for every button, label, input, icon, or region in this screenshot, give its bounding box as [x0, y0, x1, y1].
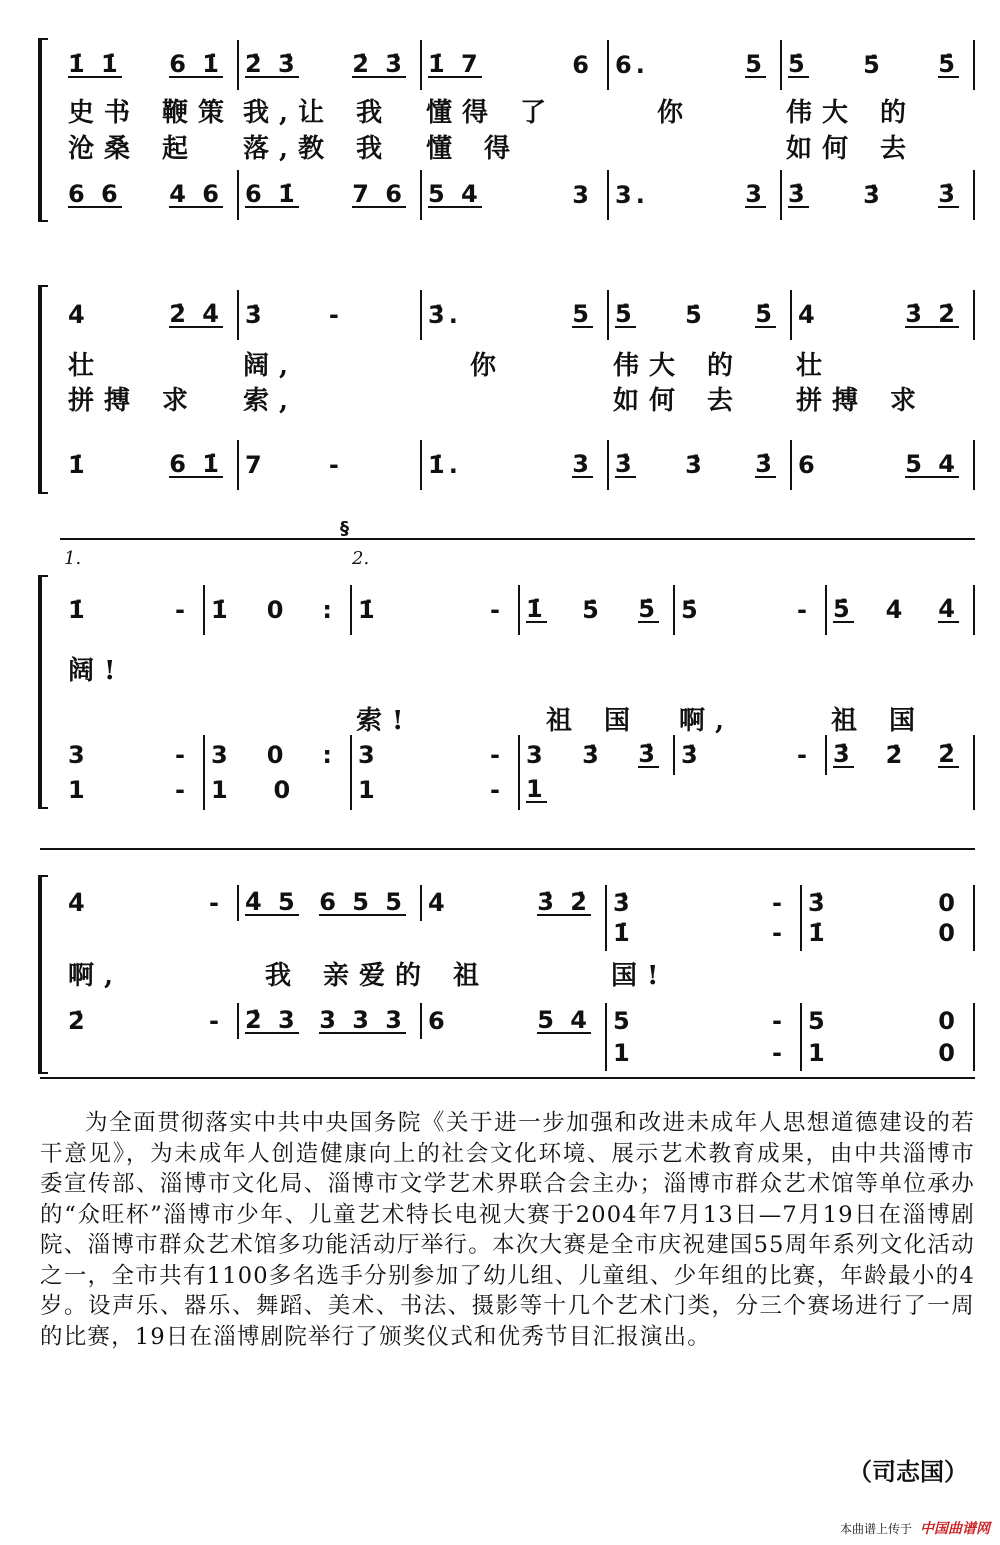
notes-line-lo: [62, 1003, 975, 1039]
note-group: 5̇: [681, 596, 702, 624]
note-group: 0: [266, 741, 288, 769]
measure-5: [673, 585, 825, 635]
measure-1: [62, 40, 237, 90]
note-group: 5̇: [833, 595, 854, 623]
measure-2: [203, 650, 350, 687]
measure-2: [237, 1035, 420, 1071]
note-group: 3: [68, 741, 89, 769]
note-group: 5: [572, 300, 593, 328]
measure-3: [420, 128, 607, 165]
measure-1: [62, 345, 237, 382]
lyrics-line-ly2: [62, 128, 975, 164]
measure-3: [350, 650, 518, 687]
divider-line: [40, 1077, 975, 1079]
note-group: 5̇: [582, 596, 603, 624]
measure-6: [825, 700, 975, 737]
measure-4: [518, 700, 673, 737]
notes-line-up: [62, 40, 975, 90]
note-group: -: [328, 301, 343, 329]
note-group: 2̇: [938, 740, 959, 768]
volta-2-label: 2.: [352, 548, 370, 569]
measure-1: [62, 955, 237, 992]
measure-2: [237, 345, 420, 382]
lyric-syllable: 去: [707, 386, 744, 416]
note-group: 1̇.: [428, 451, 462, 479]
note-group: 1: [68, 776, 89, 804]
note-group: 3̇: [788, 180, 809, 208]
note-group: 5̇: [685, 301, 706, 329]
note-group: 3̇: [755, 450, 776, 478]
note-group: -: [175, 741, 189, 769]
note-group: 5 4: [428, 180, 482, 208]
measure-1: [62, 735, 203, 775]
note-group: 6.: [615, 51, 649, 79]
measure-3: [350, 585, 518, 635]
lyric-syllable: 懂: [426, 134, 463, 164]
volta-bracket: [60, 538, 975, 569]
note-group: 3: [745, 180, 766, 208]
measure-1: [62, 585, 203, 635]
lyrics-line-ly2: [62, 380, 975, 416]
note-group: 3̇: [245, 301, 266, 329]
note-group: 3̇: [863, 181, 884, 209]
note-group: -: [772, 1039, 786, 1067]
note-group: 2̇ 4̇: [169, 300, 223, 328]
lyric-syllable: 阔,: [243, 351, 299, 381]
measure-5: [790, 290, 975, 340]
measure-3: [420, 92, 607, 129]
measure-2: [237, 170, 420, 220]
measure-3: [420, 915, 605, 951]
note-group: 2̇ 3: [245, 1006, 299, 1034]
lyric-syllable: 落,教: [243, 134, 335, 164]
note-group: 3̇: [638, 740, 659, 768]
note-group: 2̇: [68, 1007, 89, 1035]
measure-4: [607, 345, 790, 382]
measure-5: [673, 735, 825, 775]
note-group: 4 6: [169, 180, 223, 208]
system-bracket: [38, 875, 48, 1074]
measure-3: [420, 955, 605, 992]
lyric-syllable: 起: [162, 134, 199, 164]
lyric-syllable: 伟大: [613, 351, 686, 381]
measure-1: [62, 915, 237, 951]
volta-1-label: 1.: [64, 548, 82, 569]
note-group: 6 1̇: [169, 50, 223, 78]
measure-2: [237, 440, 420, 490]
note-group: 3̇.: [428, 301, 462, 329]
note-group: 0: [938, 889, 959, 917]
measure-3: [420, 345, 607, 382]
note-group: 6: [428, 1007, 449, 1035]
system-bracket: [38, 285, 48, 494]
note-group: 3̇: [833, 740, 854, 768]
notes-line-lo: [62, 735, 975, 775]
measure-5: [780, 92, 975, 129]
lyric-syllable: 史书: [68, 98, 141, 128]
lyric-syllable: 索!: [356, 706, 414, 736]
note-group: 6 1̇: [245, 180, 299, 208]
measure-5: [673, 770, 825, 810]
measure-4: [605, 1003, 800, 1039]
note-group: 1̇ 1̇: [68, 50, 122, 78]
measure-4: [607, 290, 790, 340]
note-group: 6 6: [68, 180, 122, 208]
note-group: 5̇: [615, 300, 636, 328]
note-group: 3.: [615, 181, 649, 209]
measure-3: [420, 380, 607, 417]
segno-sign: §: [340, 518, 349, 539]
note-group: 3: [572, 450, 593, 478]
note-group: 3̇: [613, 889, 634, 917]
lyric-syllable: 我,让: [243, 98, 335, 128]
measure-3: [350, 770, 518, 810]
measure-4: [518, 770, 673, 810]
measure-4: [607, 128, 780, 165]
note-group: 1̇: [358, 596, 379, 624]
lyric-syllable: 拼搏: [796, 386, 869, 416]
measure-4: [518, 585, 673, 635]
measure-2: [237, 128, 420, 165]
note-group: 5: [613, 1007, 634, 1035]
note-group: -: [772, 1007, 786, 1035]
measure-2: [237, 40, 420, 90]
measure-5: [800, 1035, 975, 1071]
measure-5: [673, 700, 825, 737]
note-group: -: [797, 596, 811, 624]
note-group: 3̇: [615, 450, 636, 478]
lyric-syllable: 去: [880, 134, 917, 164]
site-logo[interactable]: 中国曲谱网: [920, 1521, 990, 1537]
measure-4: [607, 170, 780, 220]
measure-2: [237, 1003, 420, 1039]
note-group: -: [175, 596, 189, 624]
note-group: 0: [938, 919, 959, 947]
note-group: 0: [273, 776, 295, 804]
note-group: 4̇ 5: [245, 888, 299, 916]
lyric-syllable: 伟大: [786, 98, 859, 128]
measure-4: [605, 1035, 800, 1071]
lyric-syllable: 了: [520, 98, 557, 128]
lyrics-line-ly1: [62, 650, 975, 686]
note-group: -: [209, 1007, 223, 1035]
note-group: 6: [572, 51, 593, 79]
note-group: 1: [358, 776, 379, 804]
lyric-syllable: 祖: [831, 706, 868, 736]
note-group: 1̇: [526, 595, 547, 623]
note-group: 1̇: [68, 451, 89, 479]
measure-4: [518, 650, 673, 687]
note-group: 3̇: [582, 741, 603, 769]
note-group: -: [490, 741, 504, 769]
measure-3: [420, 440, 607, 490]
measure-1: [62, 290, 237, 340]
note-group: 5: [808, 1007, 829, 1035]
lyric-syllable: 的: [707, 351, 744, 381]
measure-4: [607, 92, 780, 129]
lyric-syllable: 你: [657, 98, 694, 128]
system-bracket: [38, 38, 48, 222]
note-group: 5: [745, 50, 766, 78]
note-group: 3: [211, 741, 232, 769]
measure-5: [800, 915, 975, 951]
lyric-syllable: 求: [162, 386, 199, 416]
lyric-syllable: 壮: [68, 351, 105, 381]
lyrics-line-ly2: [62, 700, 975, 736]
note-group: 5̇: [938, 50, 959, 78]
measure-6: [825, 650, 975, 687]
measure-5: [780, 170, 975, 220]
measure-2: [237, 92, 420, 129]
system-top-line: [40, 848, 975, 850]
note-group: 3: [358, 741, 379, 769]
note-group: 3̇: [808, 889, 829, 917]
author-signature: （司志国）: [848, 1458, 968, 1486]
note-group: 3̇: [681, 741, 702, 769]
lyric-syllable: 啊,: [68, 961, 124, 991]
note-group: 0: [266, 596, 288, 624]
note-group: 2̇: [885, 741, 907, 769]
notes-line-lo: [62, 440, 975, 490]
measure-4: [607, 40, 780, 90]
note-group: 3̇ 2̇: [905, 300, 959, 328]
note-group: 3 3 3: [319, 1006, 406, 1034]
lyric-syllable: 祖: [546, 706, 583, 736]
measure-3: [350, 735, 518, 775]
note-group: 5 4: [537, 1006, 591, 1034]
note-group: 1̇: [808, 919, 829, 947]
notes-line-lo: [62, 170, 975, 220]
measure-2: [237, 380, 420, 417]
description-paragraph: 为全面贯彻落实中共中央国务院《关于进一步加强和改进未成年人思想道德建设的若干意见》，为未成年人创造健康向上的社会文化环境、展示艺术教育成果，由中共淄博市委宣传部、淄博市文化局、淄博市文学艺术界联合会主办；淄博市群众艺术馆等单位承办的“众旺杯”淄博市少年、儿童艺术特长电视大赛于2004年7月13日—7月19日在淄博剧院、淄博市群众艺术馆多功能活动厅举行。本次大赛是全市庆祝建国55周年系列文化活动之一，全市共有1100多名选手分别参加了幼儿组、儿童组、少年组的比赛，年龄最小的4岁。设声乐、器乐、舞蹈、美术、书法、摄影等十几个艺术门类，分三个赛场进行了一周的比赛，19日在淄博剧院举行了颁奖仪式和优秀节目汇报演出。: [40, 1110, 975, 1350]
note-group: -: [209, 889, 223, 917]
note-group: 1̇: [68, 596, 89, 624]
note-group: 1: [526, 775, 547, 803]
note-group: 1: [211, 776, 232, 804]
measure-5: [800, 955, 975, 992]
measure-6: [825, 585, 975, 635]
lyrics-line-ly1: [62, 92, 975, 128]
note-group: -: [772, 919, 786, 947]
note-group: 5̇: [863, 51, 884, 79]
lyric-syllable: 壮: [796, 351, 833, 381]
note-group: 1̇ 7: [428, 50, 482, 78]
measure-3: [420, 1003, 605, 1039]
note-group: 2̇ 3̇: [245, 50, 299, 78]
note-group: :: [322, 741, 336, 769]
note-group: 4̇: [798, 301, 819, 329]
lyric-syllable: 索,: [243, 386, 299, 416]
note-group: 3̇: [938, 180, 959, 208]
note-group: 4̇: [938, 595, 959, 623]
note-group: 1: [613, 1039, 634, 1067]
note-group: 1̇: [211, 596, 232, 624]
measure-2: [237, 955, 490, 992]
measure-5: [790, 345, 975, 382]
lyric-syllable: 求: [890, 386, 927, 416]
note-group: 5̇: [788, 50, 809, 78]
measure-2: [203, 700, 350, 737]
lyric-syllable: 得: [484, 134, 521, 164]
note-group: 3̇: [685, 451, 706, 479]
lyric-syllable: 国: [604, 706, 641, 736]
measure-3: [420, 170, 607, 220]
lyrics-line-ly1: [62, 345, 975, 381]
lyric-syllable: 你: [470, 351, 507, 381]
notes-line-up2: [62, 915, 975, 951]
lyric-syllable: 我: [265, 961, 302, 991]
measure-5: [800, 1003, 975, 1039]
note-group: 4̇: [68, 301, 89, 329]
lyric-syllable: 的: [880, 98, 917, 128]
measure-1: [62, 170, 237, 220]
measure-4: [605, 915, 800, 951]
note-group: 0: [938, 1007, 959, 1035]
note-group: -: [490, 596, 504, 624]
measure-1: [62, 770, 203, 810]
measure-5: [673, 650, 825, 687]
note-group: 4̇: [68, 889, 89, 917]
measure-4: [518, 735, 673, 775]
measure-2: [203, 585, 350, 635]
measure-2: [237, 915, 420, 951]
measure-1: [62, 1003, 237, 1039]
note-group: -: [175, 776, 189, 804]
measure-1: [62, 128, 237, 165]
measure-1: [62, 380, 237, 417]
measure-2: [237, 290, 420, 340]
measure-2: [203, 735, 350, 775]
lyric-syllable: 如何: [786, 134, 859, 164]
note-group: 3̇ 2̇: [537, 888, 591, 916]
note-group: 7: [245, 451, 266, 479]
lyric-syllable: 鞭策: [162, 98, 235, 128]
measure-6: [825, 735, 975, 775]
measure-3: [420, 290, 607, 340]
lyric-syllable: 拼搏: [68, 386, 141, 416]
note-group: 5̇: [755, 300, 776, 328]
note-group: 1: [808, 1039, 829, 1067]
note-group: -: [772, 889, 786, 917]
measure-1: [62, 440, 237, 490]
measure-6: [825, 770, 975, 810]
note-group: 5̇: [638, 595, 659, 623]
system-bracket: [38, 575, 48, 809]
note-group: -: [328, 451, 343, 479]
notes-line-lo2: [62, 1035, 975, 1071]
lyric-syllable: 沧桑: [68, 134, 141, 164]
notes-line-up: [62, 290, 975, 340]
notes-line-lo2: [62, 770, 975, 810]
measure-4: [607, 440, 790, 490]
lyric-syllable: 亲爱的: [323, 961, 432, 991]
measure-4: [605, 955, 800, 992]
lyric-syllable: 啊,: [679, 706, 735, 736]
note-group: :: [322, 596, 336, 624]
measure-5: [780, 128, 975, 165]
lyric-syllable: 我: [356, 134, 393, 164]
measure-5: [790, 380, 975, 417]
note-group: 2̇ 3̇: [352, 50, 406, 78]
lyric-syllable: 懂得: [426, 98, 499, 128]
measure-1: [62, 700, 203, 737]
measure-1: [62, 650, 203, 687]
note-group: 6 1̇: [169, 450, 223, 478]
footer-text: 本曲谱上传于: [839, 1521, 912, 1536]
lyric-syllable: 祖: [453, 961, 490, 991]
measure-3: [350, 700, 518, 737]
note-group: 4̇: [885, 596, 907, 624]
lyric-syllable: 国: [889, 706, 926, 736]
measure-5: [780, 40, 975, 90]
lyric-syllable: 国!: [611, 961, 669, 991]
note-group: -: [797, 741, 811, 769]
measure-5: [790, 440, 975, 490]
measure-2: [203, 770, 350, 810]
measure-1: [62, 92, 237, 129]
note-group: 6 5 5: [319, 888, 406, 916]
lyric-syllable: 阔!: [68, 656, 126, 686]
note-group: 0: [938, 1039, 959, 1067]
note-group: 7 6: [352, 180, 406, 208]
measure-4: [607, 380, 790, 417]
note-group: 1̇: [613, 919, 634, 947]
note-group: 6: [798, 451, 819, 479]
note-group: 3: [572, 181, 593, 209]
note-group: 5 4: [905, 450, 959, 478]
measure-3: [420, 1035, 605, 1071]
measure-1: [62, 1035, 237, 1071]
lyric-syllable: 如何: [613, 386, 686, 416]
note-group: -: [490, 776, 504, 804]
lyric-syllable: 我: [356, 98, 393, 128]
footer: [840, 1518, 990, 1538]
note-group: 3: [526, 741, 547, 769]
measure-3: [420, 40, 607, 90]
note-group: 4̇: [428, 889, 449, 917]
lyrics-line-ly1: [62, 955, 975, 991]
notes-line-up: [62, 585, 975, 635]
